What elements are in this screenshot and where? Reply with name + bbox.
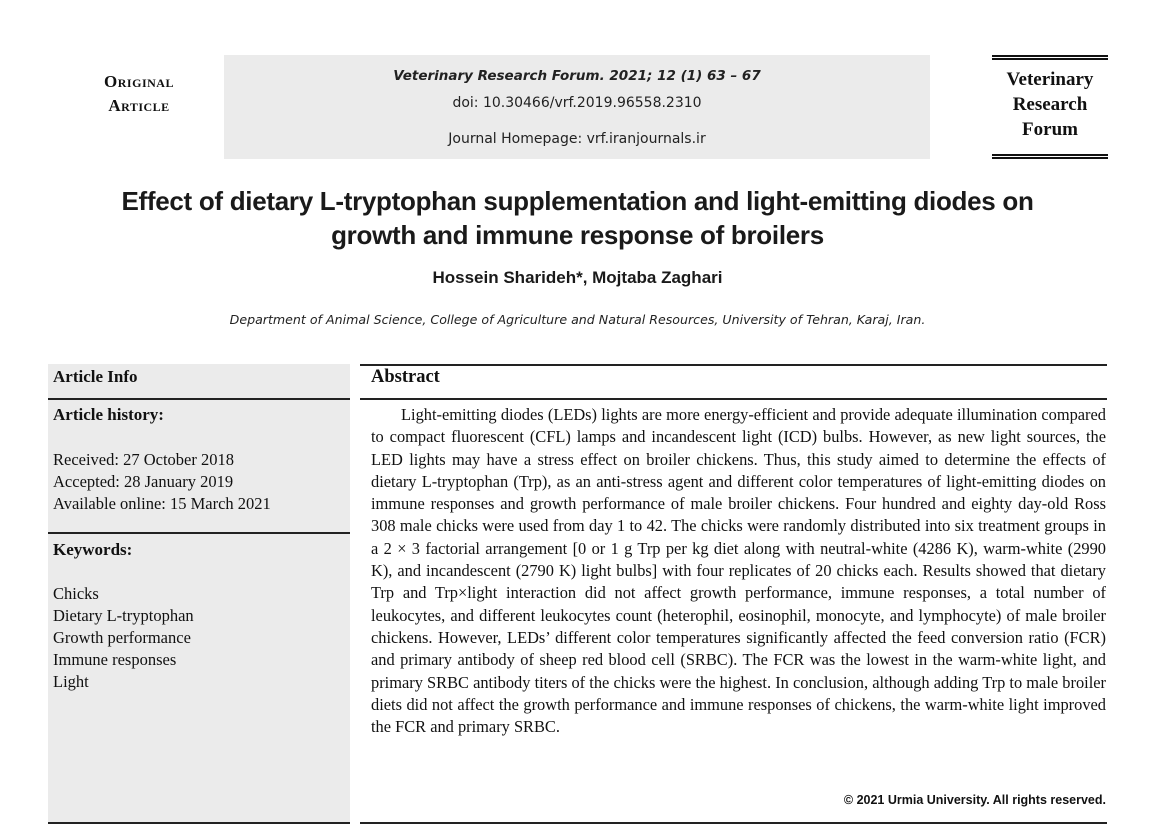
article-type-label bbox=[94, 70, 184, 118]
paper-title-line2: growth and immune response of broilers bbox=[331, 220, 824, 250]
abstract-top-rule bbox=[360, 364, 1107, 366]
journal-citation: Veterinary Research Forum. 2021; 12 (1) 63 – 67 bbox=[393, 68, 761, 84]
article-type-line1: Original bbox=[104, 72, 174, 91]
paper-title bbox=[40, 184, 1115, 252]
article-history-heading: Article history: bbox=[53, 405, 164, 424]
keyword-item: Immune responses bbox=[53, 650, 177, 669]
abstract-heading: Abstract bbox=[371, 367, 440, 387]
keyword-item: Light bbox=[53, 672, 89, 691]
keyword-item: Chicks bbox=[53, 584, 99, 603]
article-info-heading: Article Info bbox=[53, 367, 138, 386]
journal-logo-line3: Forum bbox=[1022, 119, 1078, 140]
keyword-item: Growth performance bbox=[53, 628, 191, 647]
journal-doi[interactable]: doi: 10.30466/vrf.2019.96558.2310 bbox=[452, 95, 702, 111]
accepted-date: Accepted: 28 January 2019 bbox=[53, 472, 234, 491]
info-bottom-rule bbox=[48, 822, 350, 824]
abstract-divider bbox=[360, 398, 1107, 400]
abstract-text: Light-emitting diodes (LEDs) lights are more energy-efficient and provide adequate illumination compared to compact fluorescent (CFL) lamps and incandescent light (ICD) bulbs. However, as new light sources, the LED lights may have a stress effect on broiler chickens. Thus, this study aimed to determine the effects of dietary L-tryptophan (Trp), as an anti-stress agent and different color temperatures of light-emitting diodes on immune responses and growth performance of male broiler chickens. Four hundred and eighty day-old Ross 308 male chicks were used from day 1 to 42. The chicks were randomly distributed into six treatment groups in a 2 × 3 factorial arrangement [0 or 1 g Trp per kg diet along with neutral-white (4286 K), warm-white (2990 K), and incandescent (2790 K) light bulbs] with four replicates of 20 chicks each. Results showed that dietary Trp and Trp×light interaction did not affect growth performance, immune responses, a total number of leukocytes, and different leukocytes count (heterophil, eosinophil, monocyte, and lymphocyte) of male broiler chickens. However, LEDs’ different color temperatures significantly affected the feed conversion ratio (FCR) and primary antibody of sheep red blood cell (SRBC). The FCR was the lowest in the warm-white light, and primary SRBC antibody titers of the chicks were the highest. In conclusion, although adding Trp to male broiler diets did not affect the growth performance and immune responses of chickens, the warm-white light improved the FCR and primary SRBC. bbox=[371, 405, 1106, 737]
journal-logo bbox=[992, 55, 1108, 159]
info-divider-1 bbox=[48, 398, 350, 400]
journal-logo-line1: Veterinary bbox=[1006, 69, 1094, 90]
article-type-line2: Article bbox=[108, 96, 170, 115]
keyword-item: Dietary L-tryptophan bbox=[53, 606, 194, 625]
authors: Hossein Sharideh*, Mojtaba Zaghari bbox=[432, 268, 723, 287]
journal-logo-line2: Research bbox=[1012, 94, 1088, 115]
journal-homepage[interactable]: Journal Homepage: vrf.iranjournals.ir bbox=[448, 131, 706, 147]
keywords-heading: Keywords: bbox=[53, 540, 133, 559]
online-date: Available online: 15 March 2021 bbox=[53, 494, 271, 513]
abstract-bottom-rule bbox=[360, 822, 1107, 824]
info-divider-2 bbox=[48, 532, 350, 534]
journal-header-box bbox=[224, 55, 930, 159]
affiliation: Department of Animal Science, College of Agriculture and Natural Resources, University of Tehran, Karaj, Iran. bbox=[229, 312, 926, 327]
paper-title-line1: Effect of dietary L-tryptophan supplementation and light-emitting diodes on bbox=[121, 186, 1034, 216]
received-date: Received: 27 October 2018 bbox=[53, 450, 234, 469]
copyright-notice: © 2021 Urmia University. All rights reserved. bbox=[843, 793, 1106, 807]
